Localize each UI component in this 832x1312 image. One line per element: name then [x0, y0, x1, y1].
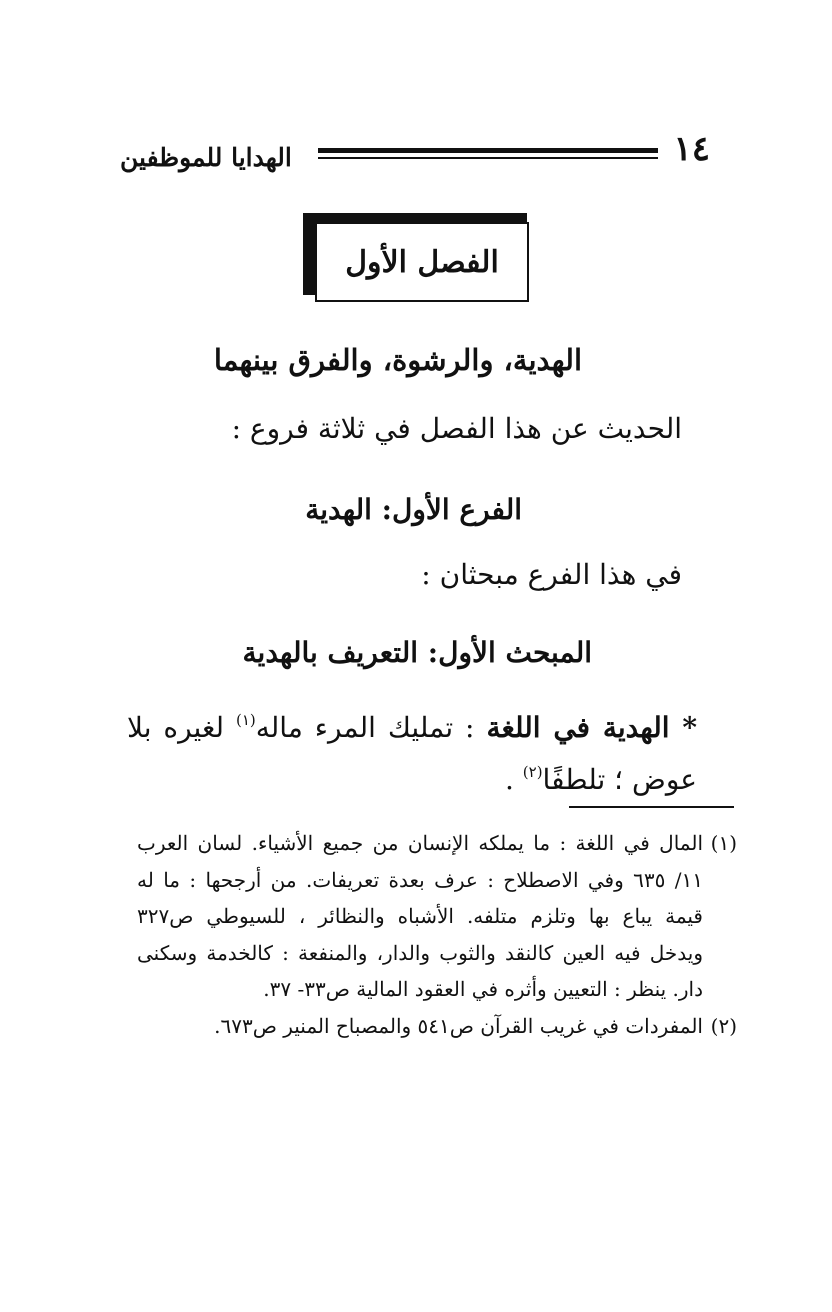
- chapter-box: [315, 222, 529, 302]
- branch-heading: الفرع الأول: الهدية: [305, 493, 522, 526]
- footnote-ref-2: (٢): [522, 763, 543, 781]
- running-book-title: الهدايا للموظفين: [120, 143, 292, 172]
- footnote-separator: [569, 806, 734, 808]
- definition-end: .: [504, 763, 514, 796]
- chapter-title: الفصل الأول: [345, 244, 499, 280]
- footnote-number: (١): [710, 831, 737, 855]
- definition-text-2: لغيره بلا عوض ؛ تلطفًا: [127, 711, 697, 796]
- footnote-1: [137, 825, 737, 1008]
- section-intro: الحديث عن هذا الفصل في ثلاثة فروع :: [231, 412, 682, 445]
- footnotes: [137, 825, 737, 1044]
- header-rule-thin: [318, 157, 658, 159]
- footnote-text: المال في اللغة : ما يملكه الإنسان من جميع الأشياء. لسان العرب ١١/ ٦٣٥ وفي الاصطلاح : عرف بعدة تعريفات. من أرجحها : ما له قيمة يباع بها وتلزم متلفه. الأشباه والنظائر ، للسيوطي ص٣٢٧ ويدخل فيه العين كالنقد والثوب والدار، والمنفعة : كالخدمة وسكنى دار. ينظر : التعيين وأثره في العقود المالية ص٣٣- ٣٧.: [137, 831, 703, 1001]
- branch-intro: في هذا الفرع مبحثان :: [421, 558, 682, 591]
- header-rule-thick: [318, 148, 658, 153]
- footnote-2: [137, 1008, 737, 1045]
- footnote-text: المفردات في غريب القرآن ص٥٤١ والمصباح المنير ص٦٧٣.: [214, 1013, 703, 1038]
- footnote-number: (٢): [710, 1013, 737, 1038]
- section-heading: الهدية، والرشوة، والفرق بينهما: [213, 343, 582, 377]
- definition-term: * الهدية في اللغة: [486, 711, 697, 744]
- footnote-ref-1: (١): [235, 711, 256, 729]
- definition-text-1: : تمليك المرء ماله: [255, 711, 475, 744]
- page-number: ١٤: [673, 129, 710, 169]
- topic-heading: المبحث الأول: التعريف بالهدية: [242, 636, 592, 669]
- header-rule: [318, 148, 658, 162]
- definition-paragraph: [127, 702, 697, 806]
